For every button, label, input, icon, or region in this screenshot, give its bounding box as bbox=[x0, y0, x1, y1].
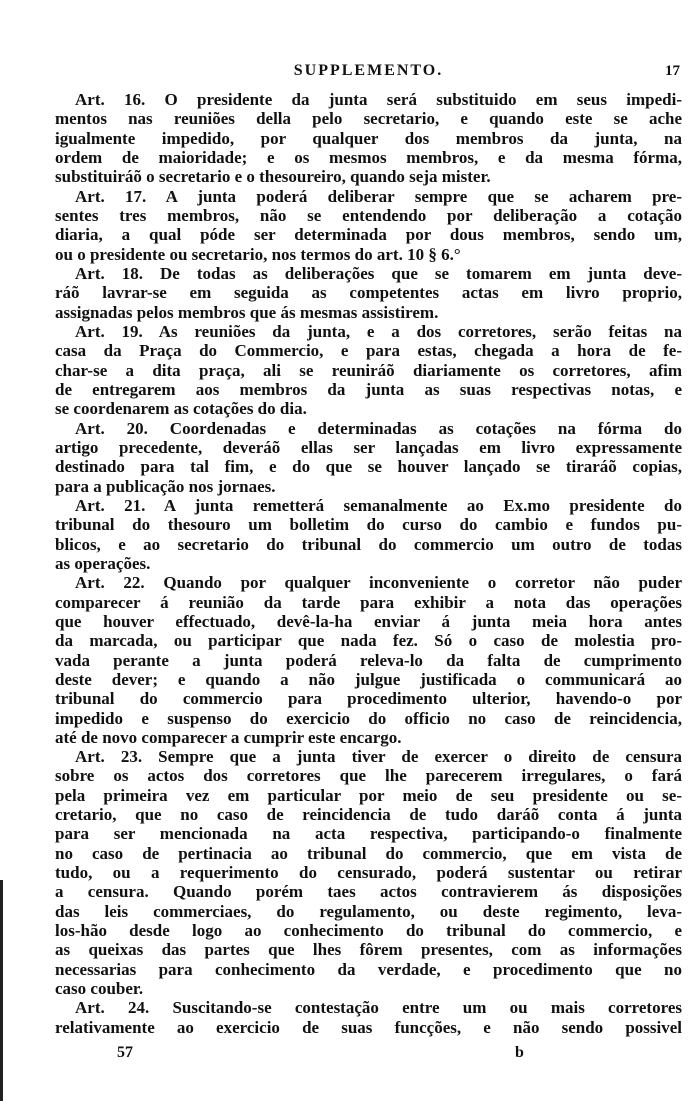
article-paragraph bbox=[55, 419, 682, 496]
text-line: ordem de maioridade; e os mesmos membros, e da mesma fórma, bbox=[55, 147, 682, 167]
text-line: los-hão desde logo ao conhecimento do tribunal do commercio, e bbox=[55, 921, 682, 941]
signature-letter: b bbox=[515, 1044, 524, 1061]
article-paragraph bbox=[55, 998, 682, 1037]
text-line: substituiráõ o secretario e o thesoureiro, quando seja mister. bbox=[55, 167, 491, 187]
text-line: impedido e suspenso do exercicio do officio no caso de reincidencia, bbox=[55, 708, 682, 728]
text-line: mentos nas reuniões della pelo secretario, e quando este se ache bbox=[55, 109, 682, 129]
text-line: Art. 16. O presidente da junta será substituido em seus impedi- bbox=[75, 90, 682, 109]
article-paragraph bbox=[55, 747, 682, 998]
text-line: tudo, ou a requerimento do censurado, poderá sustentar ou retirar bbox=[55, 863, 682, 883]
text-line: artigo precedente, deveráõ ellas ser lançadas em livro expressamente bbox=[55, 437, 682, 457]
text-line: comparecer á reunião da tarde para exhibir a nota das operações bbox=[55, 592, 682, 612]
text-line: vada perante a junta poderá releva-lo da falta de cumprimento bbox=[55, 650, 682, 670]
text-line: caso couber. bbox=[55, 979, 144, 999]
text-line: pela primeira vez em particular por meio de seu presidente ou se- bbox=[55, 785, 682, 805]
text-line: casa da Praça do Commercio, e para estas, chegada a hora de fe- bbox=[55, 341, 682, 361]
text-line: relativamente ao exercicio de suas funcções, e não sendo possivel bbox=[55, 1017, 682, 1037]
article-paragraph bbox=[55, 322, 682, 419]
text-line: Art. 17. A junta poderá deliberar sempre que se acharem pre- bbox=[75, 186, 682, 206]
text-line: ráõ lavrar-se em seguida as competentes actas em livro proprio, bbox=[55, 283, 682, 303]
text-line: deste dever; e quando a não julgue justificada o communicará ao bbox=[55, 669, 682, 689]
text-line: Art. 20. Coordenadas e determinadas as cotações na fórma do bbox=[75, 418, 682, 438]
text-line: para a publicação nos jornaes. bbox=[55, 476, 276, 496]
text-line: destinado para tal fim, e do que se houver lançado se tiraráõ copias, bbox=[55, 457, 682, 477]
text-line: a censura. Quando porém taes actos contravierem ás disposições bbox=[55, 882, 682, 902]
text-line: igualmente impedido, por qualquer dos membros da junta, na bbox=[55, 128, 682, 148]
text-line: para ser mencionada na acta respectiva, participando-o finalmente bbox=[55, 824, 682, 844]
text-line: no caso de pertinacia ao tribunal do commercio, que em vista de bbox=[55, 843, 682, 863]
page-edge-line bbox=[0, 880, 3, 1101]
text-line: Art. 21. A junta remetterá semanalmente ao Ex.mo presidente do bbox=[75, 495, 682, 515]
text-line: Art. 18. De todas as deliberações que se tomarem em junta deve- bbox=[75, 263, 682, 283]
text-line: sobre os actos dos corretores que lhe parecerem irregulares, o fará bbox=[55, 766, 682, 786]
text-line: Art. 22. Quando por qualquer inconveniente o corretor não puder bbox=[75, 573, 682, 593]
text-line: as queixas das partes que lhes fôrem presentes, com as informações bbox=[55, 940, 682, 960]
text-line: Art. 23. Sempre que a junta tiver de exercer o direito de censura bbox=[75, 747, 682, 767]
text-line: Art. 24. Suscitando-se contestação entre um ou mais corretores bbox=[75, 998, 682, 1018]
page-header bbox=[55, 62, 682, 84]
page-body bbox=[55, 90, 682, 1037]
text-line: da marcada, ou participar que nada fez. Só o caso de molestia pro- bbox=[55, 631, 682, 651]
text-line: que houver effectuado, devê-la-ha enviar á junta meia hora antes bbox=[55, 611, 682, 631]
text-line: ou o presidente ou secretario, nos termos do art. 10 § 6.° bbox=[55, 244, 461, 264]
article-paragraph bbox=[55, 90, 682, 187]
text-line: até de novo comparecer a cumprir este encargo. bbox=[55, 727, 402, 747]
text-line: diaria, a qual póde ser determinada por dous membros, sendo um, bbox=[55, 225, 682, 245]
article-paragraph bbox=[55, 187, 682, 264]
page-number: 17 bbox=[665, 63, 680, 79]
text-line: assignadas pelos membros que ás mesmas assistirem. bbox=[55, 302, 439, 322]
text-line: Art. 19. As reuniões da junta, e a dos corretores, serão feitas na bbox=[75, 321, 682, 341]
text-line: sentes tres membros, não se entendendo por deliberação a cotação bbox=[55, 205, 682, 225]
text-line: necessarias para conhecimento da verdade, e procedimento que no bbox=[55, 959, 682, 979]
text-line: das leis commerciaes, do regulamento, ou deste regimento, leva- bbox=[55, 901, 682, 921]
article-paragraph bbox=[55, 573, 682, 747]
text-line: as operações. bbox=[55, 553, 151, 573]
article-paragraph bbox=[55, 264, 682, 322]
page-footer bbox=[55, 1044, 682, 1066]
text-line: tribunal do commercio para procedimento ulterior, havendo-o por bbox=[55, 689, 682, 709]
signature-number: 57 bbox=[117, 1044, 133, 1061]
article-paragraph bbox=[55, 496, 682, 573]
text-line: se coordenarem as cotações do dia. bbox=[55, 399, 307, 419]
running-title: SUPPLEMENTO. bbox=[293, 62, 444, 79]
text-line: cretario, que no caso de reincidencia de tudo daráõ conta á junta bbox=[55, 805, 682, 825]
text-line: tribunal do thesouro um bolletim do curso do cambio e fundos pu- bbox=[55, 515, 682, 535]
text-line: char-se a dita praça, ali se reuniráõ diariamente os corretores, afim bbox=[55, 360, 682, 380]
text-line: de entregarem aos membros da junta as suas respectivas notas, e bbox=[55, 379, 682, 399]
text-line: blicos, e ao secretario do tribunal do commercio um outro de todas bbox=[55, 534, 682, 554]
